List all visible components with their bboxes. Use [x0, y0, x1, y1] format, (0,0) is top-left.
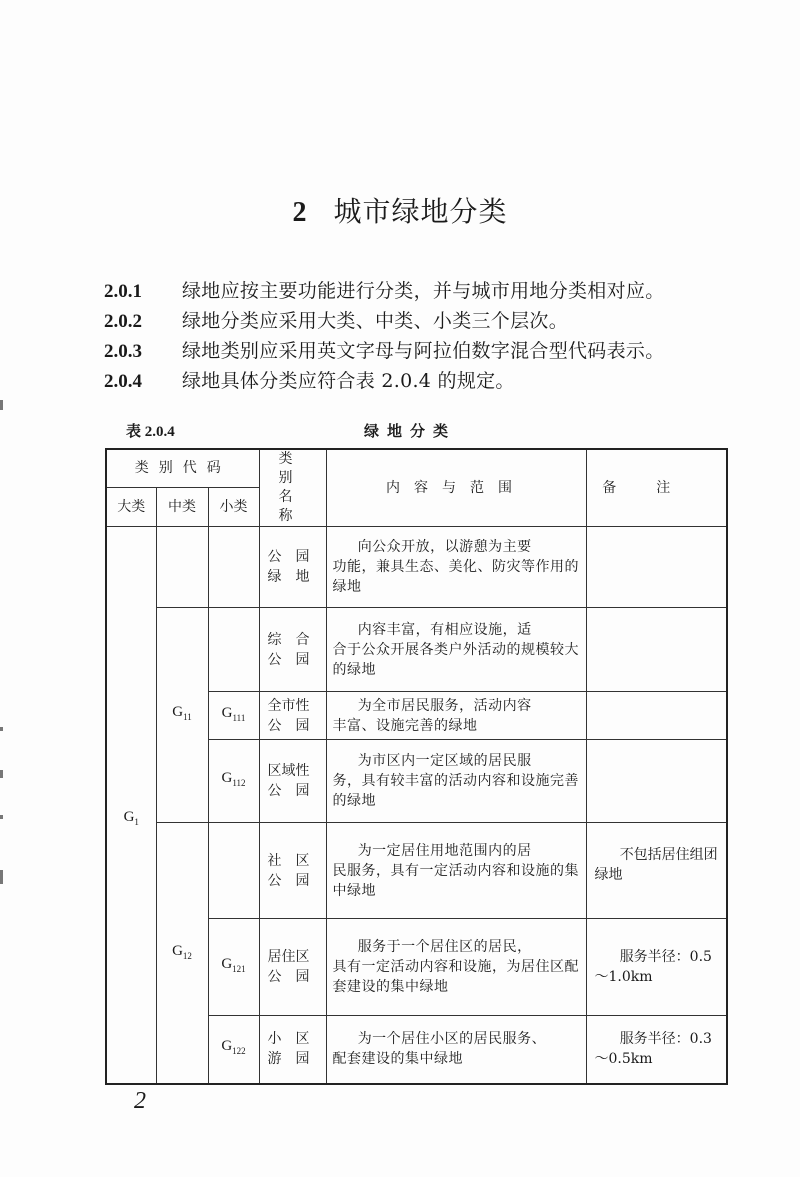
header-minor: 小类	[208, 488, 259, 527]
content-rest: 合于公众开展各类户外活动的规模较大的绿地	[332, 641, 579, 678]
cell-note	[586, 527, 727, 608]
name-line: 居住区	[267, 949, 310, 965]
clause-text: 绿地具体分类应符合表 2.0.4 的规定。	[182, 370, 515, 392]
header-name: 类别名称	[259, 449, 326, 527]
table-row	[106, 527, 727, 608]
content-rest: 具有一定活动内容和设施，为居住区配套建设的集中绿地	[332, 959, 579, 995]
header-code-group: 类别代码	[106, 449, 259, 488]
cell-content	[326, 1016, 586, 1084]
code-subscript: 11	[183, 712, 192, 722]
clause-list	[104, 276, 665, 396]
clause	[104, 306, 665, 336]
cell-medium-code	[156, 823, 208, 1084]
name-line: 全市性	[267, 697, 310, 714]
clause	[104, 336, 665, 366]
name-line: 公 园	[267, 651, 310, 668]
table-caption-title: 绿地分类	[364, 422, 457, 440]
scan-edge-mark	[0, 400, 3, 410]
cell-minor-code	[208, 1016, 259, 1084]
cell-name	[259, 692, 326, 740]
clause-text: 绿地分类应采用大类、中类、小类三个层次。	[182, 310, 569, 332]
name-line: 社 区	[267, 852, 310, 869]
header-content: 内容与范围	[326, 449, 586, 527]
clause-number: 2.0.1	[104, 281, 142, 302]
code-letter: G	[221, 956, 233, 972]
header-major: 大类	[106, 488, 156, 527]
clause-text: 绿地应按主要功能进行分类，并与城市用地分类相对应。	[182, 280, 665, 302]
cell-name	[259, 823, 326, 919]
cell-medium-code	[156, 527, 208, 608]
clause-text: 绿地类别应采用英文字母与阿拉伯数字混合型代码表示。	[182, 340, 665, 362]
chapter-title-text: 城市绿地分类	[333, 195, 508, 228]
table-row	[106, 823, 727, 919]
cell-content	[326, 919, 586, 1016]
content-rest: 务，具有较丰富的活动内容和设施完善的绿地	[332, 773, 579, 809]
name-line: 绿 地	[267, 569, 310, 585]
clause-number: 2.0.2	[104, 311, 142, 332]
cell-minor-code	[208, 608, 259, 692]
code-subscript: 112	[232, 778, 246, 788]
cell-note	[586, 823, 727, 919]
chapter-number: 2	[292, 197, 308, 228]
content-rest: 丰富、设施完善的绿地	[332, 717, 478, 734]
note-text: 不包括居住组团绿地	[594, 847, 718, 883]
scan-edge-mark	[0, 727, 3, 731]
name-line: 公 园	[267, 969, 310, 985]
table-row	[106, 608, 727, 692]
chapter-title	[0, 190, 800, 230]
name-line: 公 园	[267, 783, 310, 799]
clause	[104, 366, 665, 396]
cell-minor-code	[208, 823, 259, 919]
scan-edge-mark	[0, 770, 3, 778]
cell-note	[586, 608, 727, 692]
content-rest: 配套建设的集中绿地	[332, 1051, 463, 1068]
cell-name	[259, 1016, 326, 1084]
content-first-line: 向公众开放，以游憩为主要	[357, 539, 532, 555]
cell-note	[586, 1016, 727, 1084]
code-subscript: 121	[232, 964, 246, 974]
cell-content	[326, 823, 586, 919]
content-first-line: 服务于一个居住区的居民，	[357, 939, 532, 955]
name-line: 公 园	[267, 872, 310, 889]
cell-medium-code	[156, 608, 208, 823]
clause-number: 2.0.3	[104, 341, 142, 362]
scan-edge-mark	[0, 815, 3, 819]
content-first-line: 为一定居住用地范围内的居	[357, 842, 532, 859]
header-medium: 中类	[156, 488, 208, 527]
code-letter: G	[123, 808, 135, 825]
table-header-row	[106, 449, 727, 488]
name-line: 区域性	[267, 763, 310, 779]
cell-major-code	[106, 527, 156, 1084]
content-rest: 民服务，具有一定活动内容和设施的集中绿地	[332, 862, 579, 899]
cell-name	[259, 919, 326, 1016]
clause-number: 2.0.4	[104, 371, 142, 392]
content-rest: 功能，兼具生态、美化、防灾等作用的绿地	[332, 559, 579, 595]
name-line: 游 园	[267, 1051, 310, 1068]
cell-minor-code	[208, 527, 259, 608]
cell-name	[259, 740, 326, 823]
code-subscript: 1	[134, 816, 139, 827]
cell-note	[586, 919, 727, 1016]
cell-content	[326, 608, 586, 692]
name-line: 综 合	[267, 631, 310, 648]
cell-name	[259, 527, 326, 608]
code-letter: G	[172, 704, 184, 720]
cell-note	[586, 740, 727, 823]
content-first-line: 为市区内一定区域的居民服	[357, 753, 532, 769]
code-letter: G	[221, 1038, 233, 1055]
name-line: 公 园	[267, 717, 310, 734]
page-number: 2	[134, 1088, 146, 1114]
code-subscript: 122	[232, 1046, 246, 1057]
content-first-line: 为一个居住小区的居民服务、	[357, 1031, 547, 1048]
cell-content	[326, 740, 586, 823]
note-text: 服务半径：0.3～0.5km	[594, 1031, 712, 1068]
cell-content	[326, 692, 586, 740]
cell-content	[326, 527, 586, 608]
table-caption-number: 表 2.0.4	[126, 424, 175, 440]
name-line: 公 园	[267, 549, 310, 565]
cell-minor-code	[208, 692, 259, 740]
code-subscript: 111	[232, 712, 246, 723]
clause	[104, 276, 665, 306]
header-note: 备注	[586, 449, 727, 527]
cell-name	[259, 608, 326, 692]
scan-edge-mark	[0, 870, 3, 884]
code-letter: G	[221, 704, 233, 721]
content-first-line: 内容丰富，有相应设施，适	[357, 621, 532, 638]
cell-note	[586, 692, 727, 740]
code-subscript: 12	[182, 951, 192, 961]
cell-minor-code	[208, 740, 259, 823]
code-letter: G	[221, 770, 233, 786]
cell-minor-code	[208, 919, 259, 1016]
name-line: 小 区	[267, 1031, 310, 1048]
content-first-line: 为全市居民服务，活动内容	[357, 697, 532, 714]
note-text: 服务半径：0.5～1.0km	[594, 949, 712, 985]
green-space-classification-table	[105, 448, 728, 1085]
code-letter: G	[172, 943, 183, 959]
